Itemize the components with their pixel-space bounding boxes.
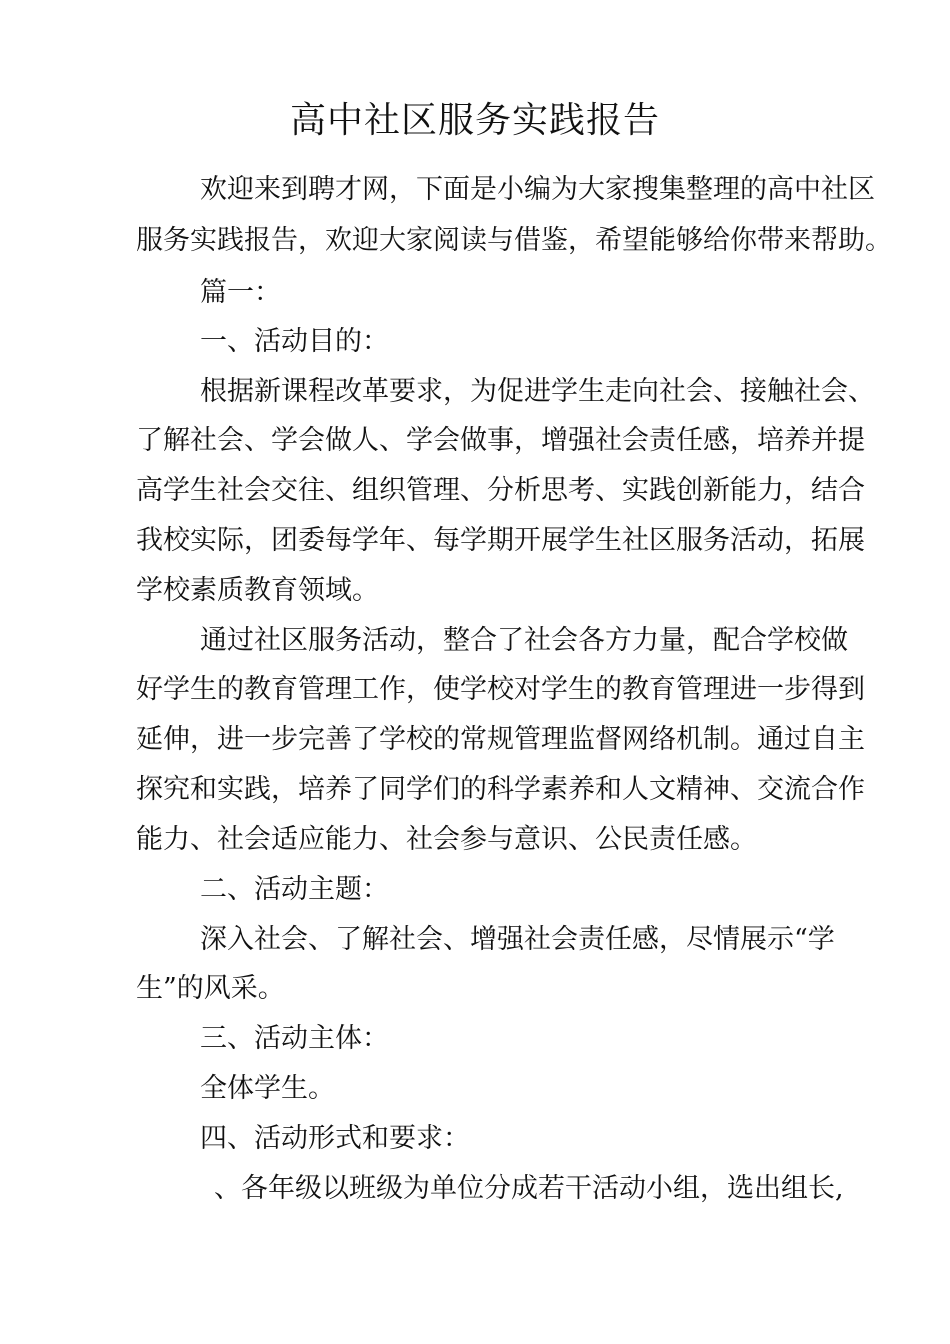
paragraph-line: 、各年级以班级为单位分成若干活动小组，选出组长, [214, 1173, 844, 1204]
paragraph-line: 服务实践报告，欢迎大家阅读与借鉴，希望能够给你带来帮助。 [136, 225, 892, 256]
section-heading: 四、活动形式和要求： [200, 1123, 470, 1154]
paragraph-line: 生”的风采。 [136, 973, 285, 1004]
paragraph-line: 好学生的教育管理工作，使学校对学生的教育管理进一步得到 [136, 674, 865, 705]
paragraph-line: 欢迎来到聘才网，下面是小编为大家搜集整理的高中社区 [200, 174, 875, 205]
section-heading: 三、活动主体： [200, 1023, 389, 1054]
paragraph-line: 高学生社会交往、组织管理、分析思考、实践创新能力，结合 [136, 475, 865, 506]
section-label: 篇一： [200, 277, 281, 308]
paragraph-line: 学校素质教育领域。 [136, 575, 379, 606]
paragraph-line: 根据新课程改革要求，为促进学生走向社会、接触社会、 [200, 376, 875, 407]
section-heading: 二、活动主题： [200, 874, 389, 905]
paragraph-line: 了解社会、学会做人、学会做事，增强社会责任感，培养并提 [136, 425, 865, 456]
paragraph-line: 我校实际，团委每学年、每学期开展学生社区服务活动，拓展 [136, 525, 865, 556]
paragraph-line: 深入社会、了解社会、增强社会责任感，尽情展示“学 [200, 924, 835, 955]
paragraph-line: 探究和实践，培养了同学们的科学素养和人文精神、交流合作 [136, 774, 865, 805]
paragraph-line: 延伸，进一步完善了学校的常规管理监督网络机制。通过自主 [136, 724, 865, 755]
paragraph-line: 全体学生。 [200, 1073, 335, 1104]
paragraph-line: 通过社区服务活动，整合了社会各方力量，配合学校做 [200, 625, 848, 656]
page-title: 高中社区服务实践报告 [289, 100, 660, 141]
paragraph-line: 能力、社会适应能力、社会参与意识、公民责任感。 [136, 824, 757, 855]
section-heading: 一、活动目的： [200, 326, 389, 357]
